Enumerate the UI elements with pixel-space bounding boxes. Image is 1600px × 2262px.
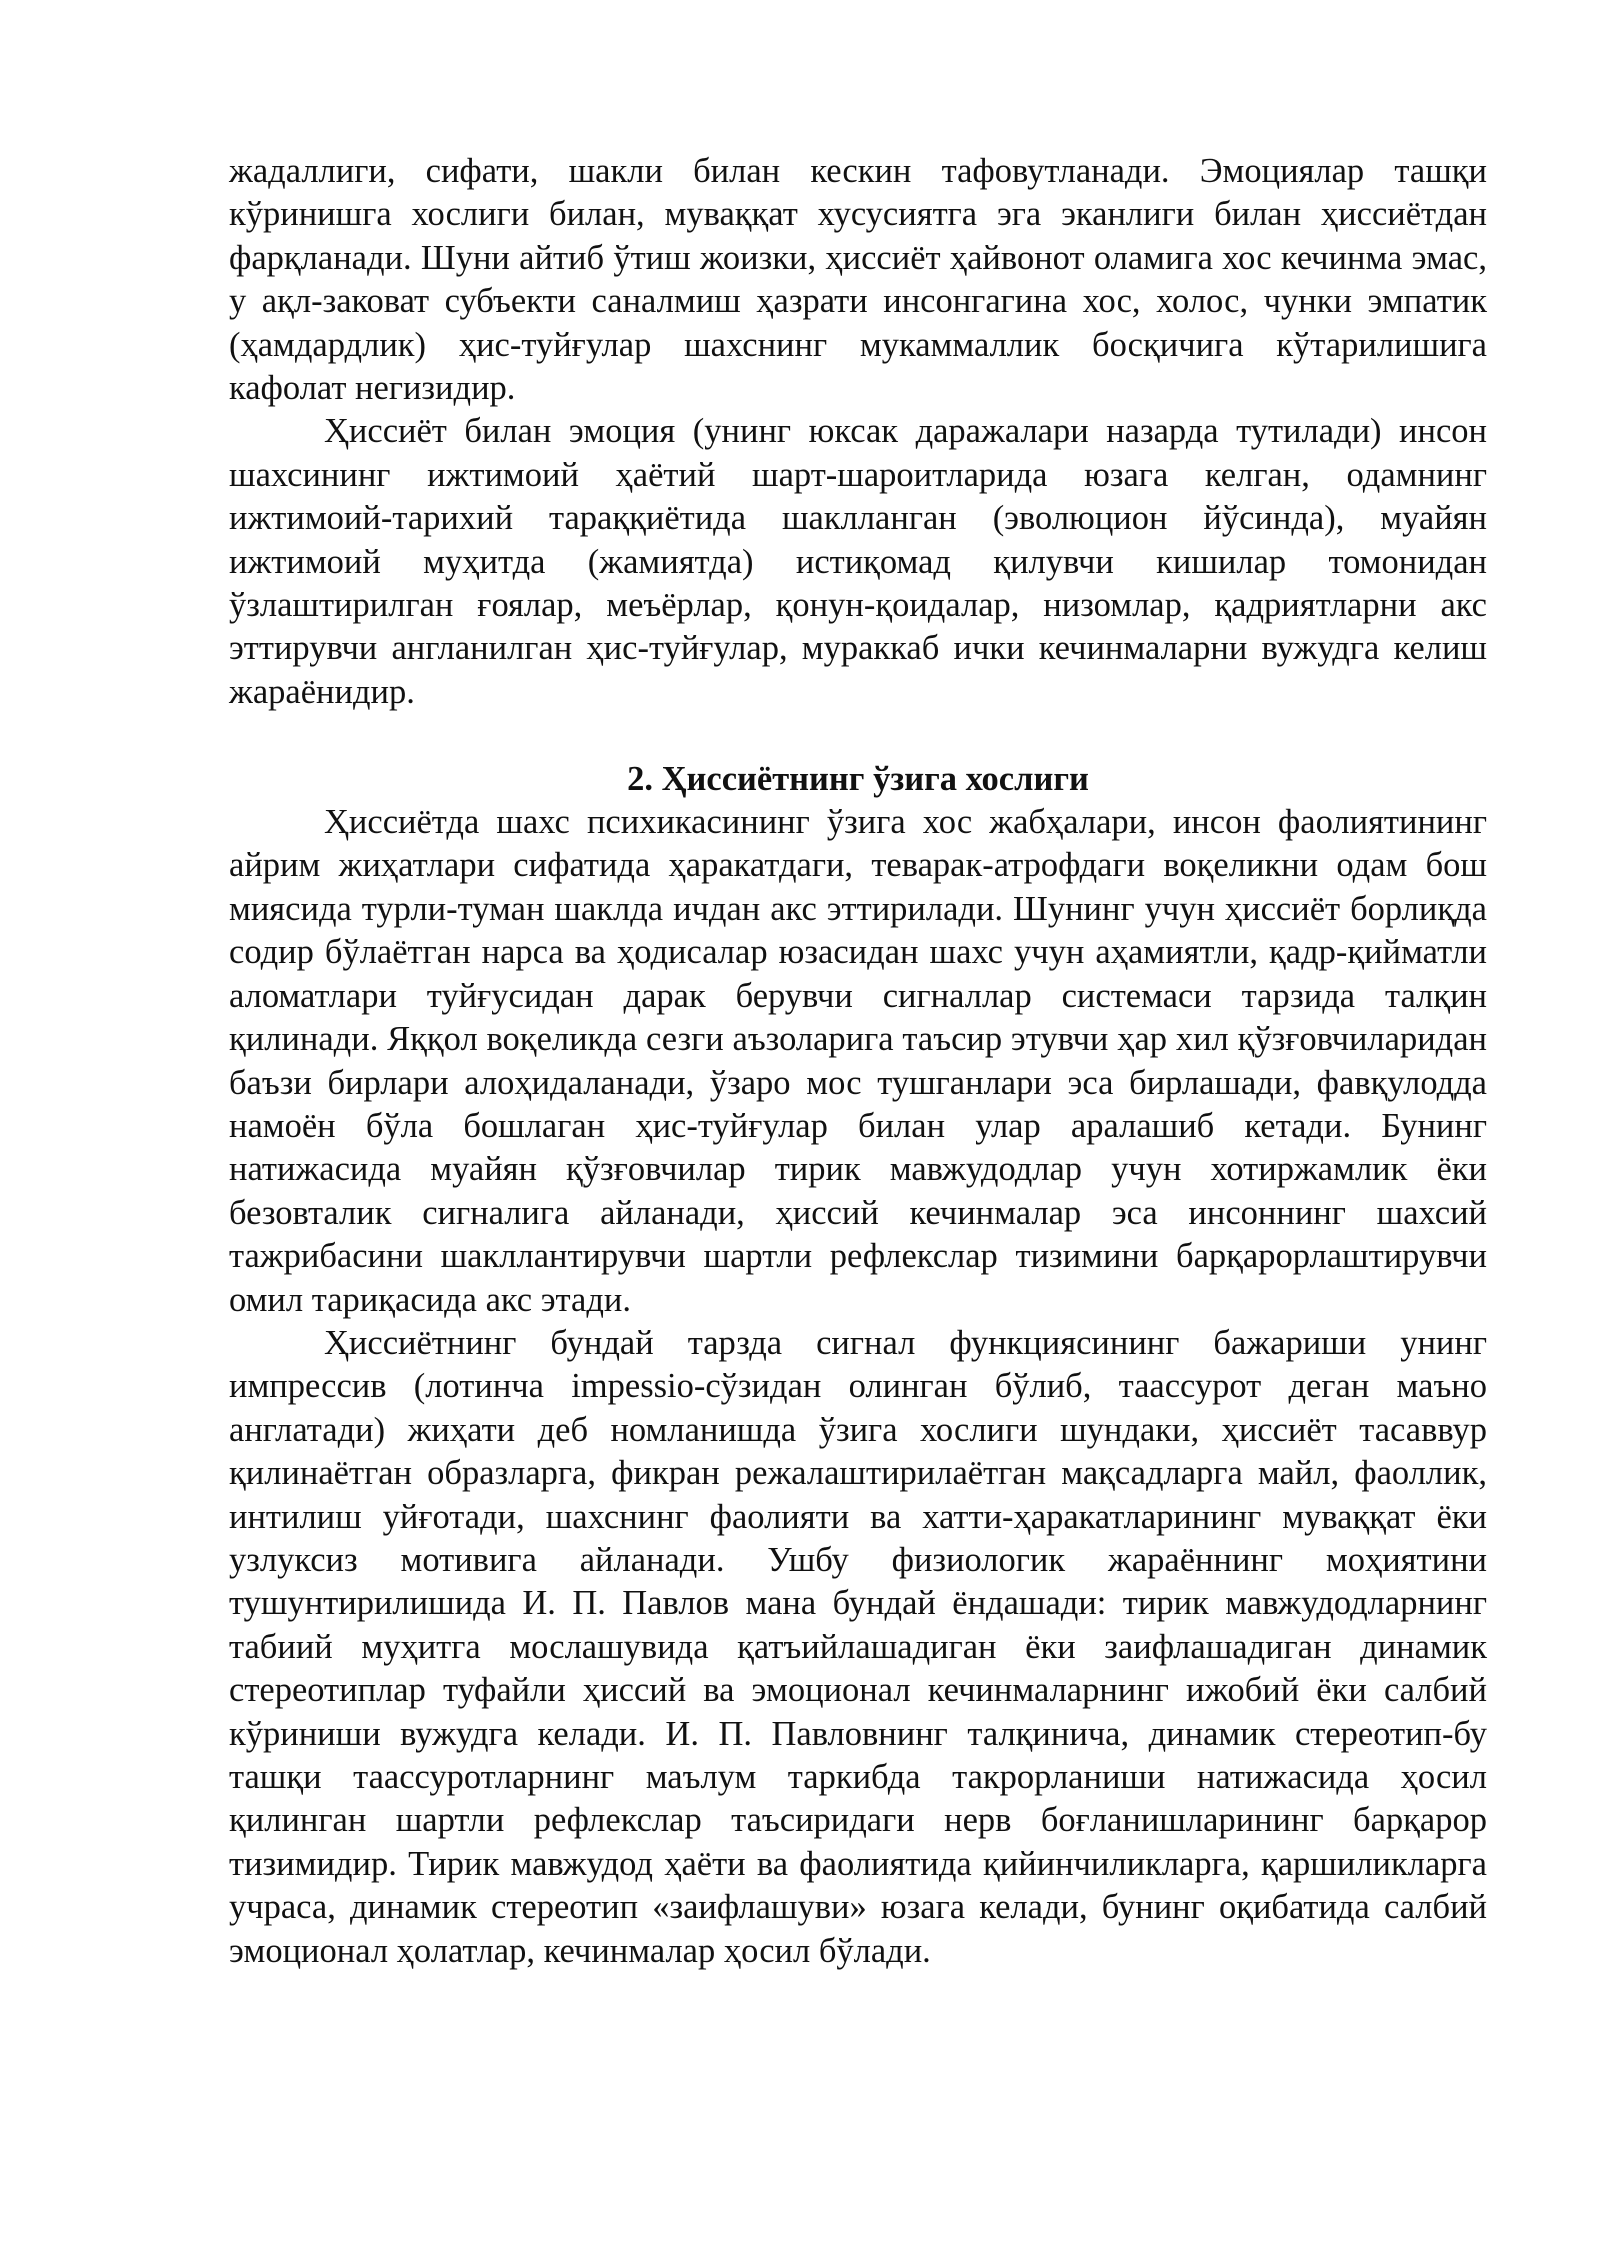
paragraph-feelings-impressive: Ҳиссиётнинг бундай тарзда сигнал функциясининг бажариши унинг импрессив (лотинча impessio-сўзидан олинган бўлиб, таассурот деган маъно англатади) жиҳати деб номланишда ўзига хослиги шундаки, ҳиссиёт тасаввур қилинаётган образларга, фикран режалаштирилаётган мақсадларга майл, фаоллик, интилиш уйғотади, шахснинг фаолияти ва хатти-ҳаракатларининг муваққат ёки узлуксиз мотивига айланади. Ушбу физиологик жараённинг моҳиятини тушунтирилишида И. П. Павлов мана бундай ёндашади: тирик мавжудодларнинг табиий муҳитга мослашувида қатъийлашадиган ёки заифлашадиган динамик стереотиплар туфайли ҳиссий ва эмоционал кечинмаларнинг ижобий ёки салбий кўриниши вужудга келади. И. П. Павловнинг талқинича, динамик стереотип-бу ташқи таассуротларнинг маълум таркибда такрорланиши натижасида ҳосил қилинган шартли рефлекслар таъсиридаги нерв боғланишларининг барқарор тизимидир. Тирик мавжудод ҳаёти ва фаолиятида қийинчиликларга, қаршиликларга учраса, динамик стереотип «заифлашуви» юзага келади, бунинг оқибатида салбий эмоционал ҳолатлар, кечинмалар ҳосил бўлади. xyxy=(229,1323,1487,1970)
paragraph-continuation: жадаллиги, сифати, шакли билан кескин тафовутланади. Эмоциялар ташқи кўринишга хослиги билан, муваққат хусусиятга эга эканлиги билан ҳиссиётдан фарқланади. Шуни айтиб ўтиш жоизки, ҳиссиёт ҳайвонот оламига хос кечинма эмас, у ақл-заковат субъекти саналмиш ҳазрати инсонгагина хос, холос, чунки эмпатик (ҳамдардлик) ҳис-туйғулар шахснинг мукаммаллик босқичига кўтарилишига кафолат негизидир. xyxy=(229,152,1487,408)
document-page xyxy=(229,150,1487,1973)
section-gap xyxy=(229,714,1487,757)
section-heading: 2. Ҳиссиётнинг ўзига хослиги xyxy=(627,759,1089,798)
paragraph-feelings-emotion: Ҳиссиёт билан эмоция (унинг юксак даражалари назарда тутилади) инсон шахсининг ижтимоий ҳаётий шарт-шароитларида юзага келган, одамнинг ижтимоий-тарихий тараққиётида шаклланган (эволюцион йўсинда), муайян ижтимоий муҳитда (жамиятда) истиқомад қилувчи кишилар томонидан ўзлаштирилган ғоялар, меъёрлар, қонун-қоидалар, низомлар, қадриятларни акс эттирувчи англанилган ҳис-туйғулар, мураккаб ички кечинмаларни вужудга келиш жараёнидир. xyxy=(229,412,1487,711)
paragraph-feelings-signal: Ҳиссиётда шахс психикасининг ўзига хос жабҳалари, инсон фаолиятининг айрим жиҳатлари сифатида ҳаракатдаги, теварак-атрофдаги воқеликни одам бош миясида турли-туман шаклда ичдан акс эттирилади. Шунинг учун ҳиссиёт борлиқда содир бўлаётган нарса ва ҳодисалар юзасидан шахс учун аҳамиятли, қадр-қийматли аломатлари туйғусидан дарак берувчи сигналлар системаси тарзида талқин қилинади. Яққол воқеликда сезги аъзоларига таъсир этувчи ҳар хил қўзғовчиларидан баъзи бирлари алоҳидаланади, ўзаро мос тушганлари эса бирлашади, фавқулодда намоён бўла бошлаган ҳис-туйғулар билан улар аралашиб кетади. Бунинг натижасида муайян қўзғовчилар тирик мавжудодлар учун хотиржамлик ёки безовталик сигналига айланади, ҳиссий кечинмалар эса инсоннинг шахсий тажрибасини шакллантирувчи шартли рефлекслар тизимини барқарорлаштирувчи омил тариқасида акс этади. xyxy=(229,803,1487,1319)
